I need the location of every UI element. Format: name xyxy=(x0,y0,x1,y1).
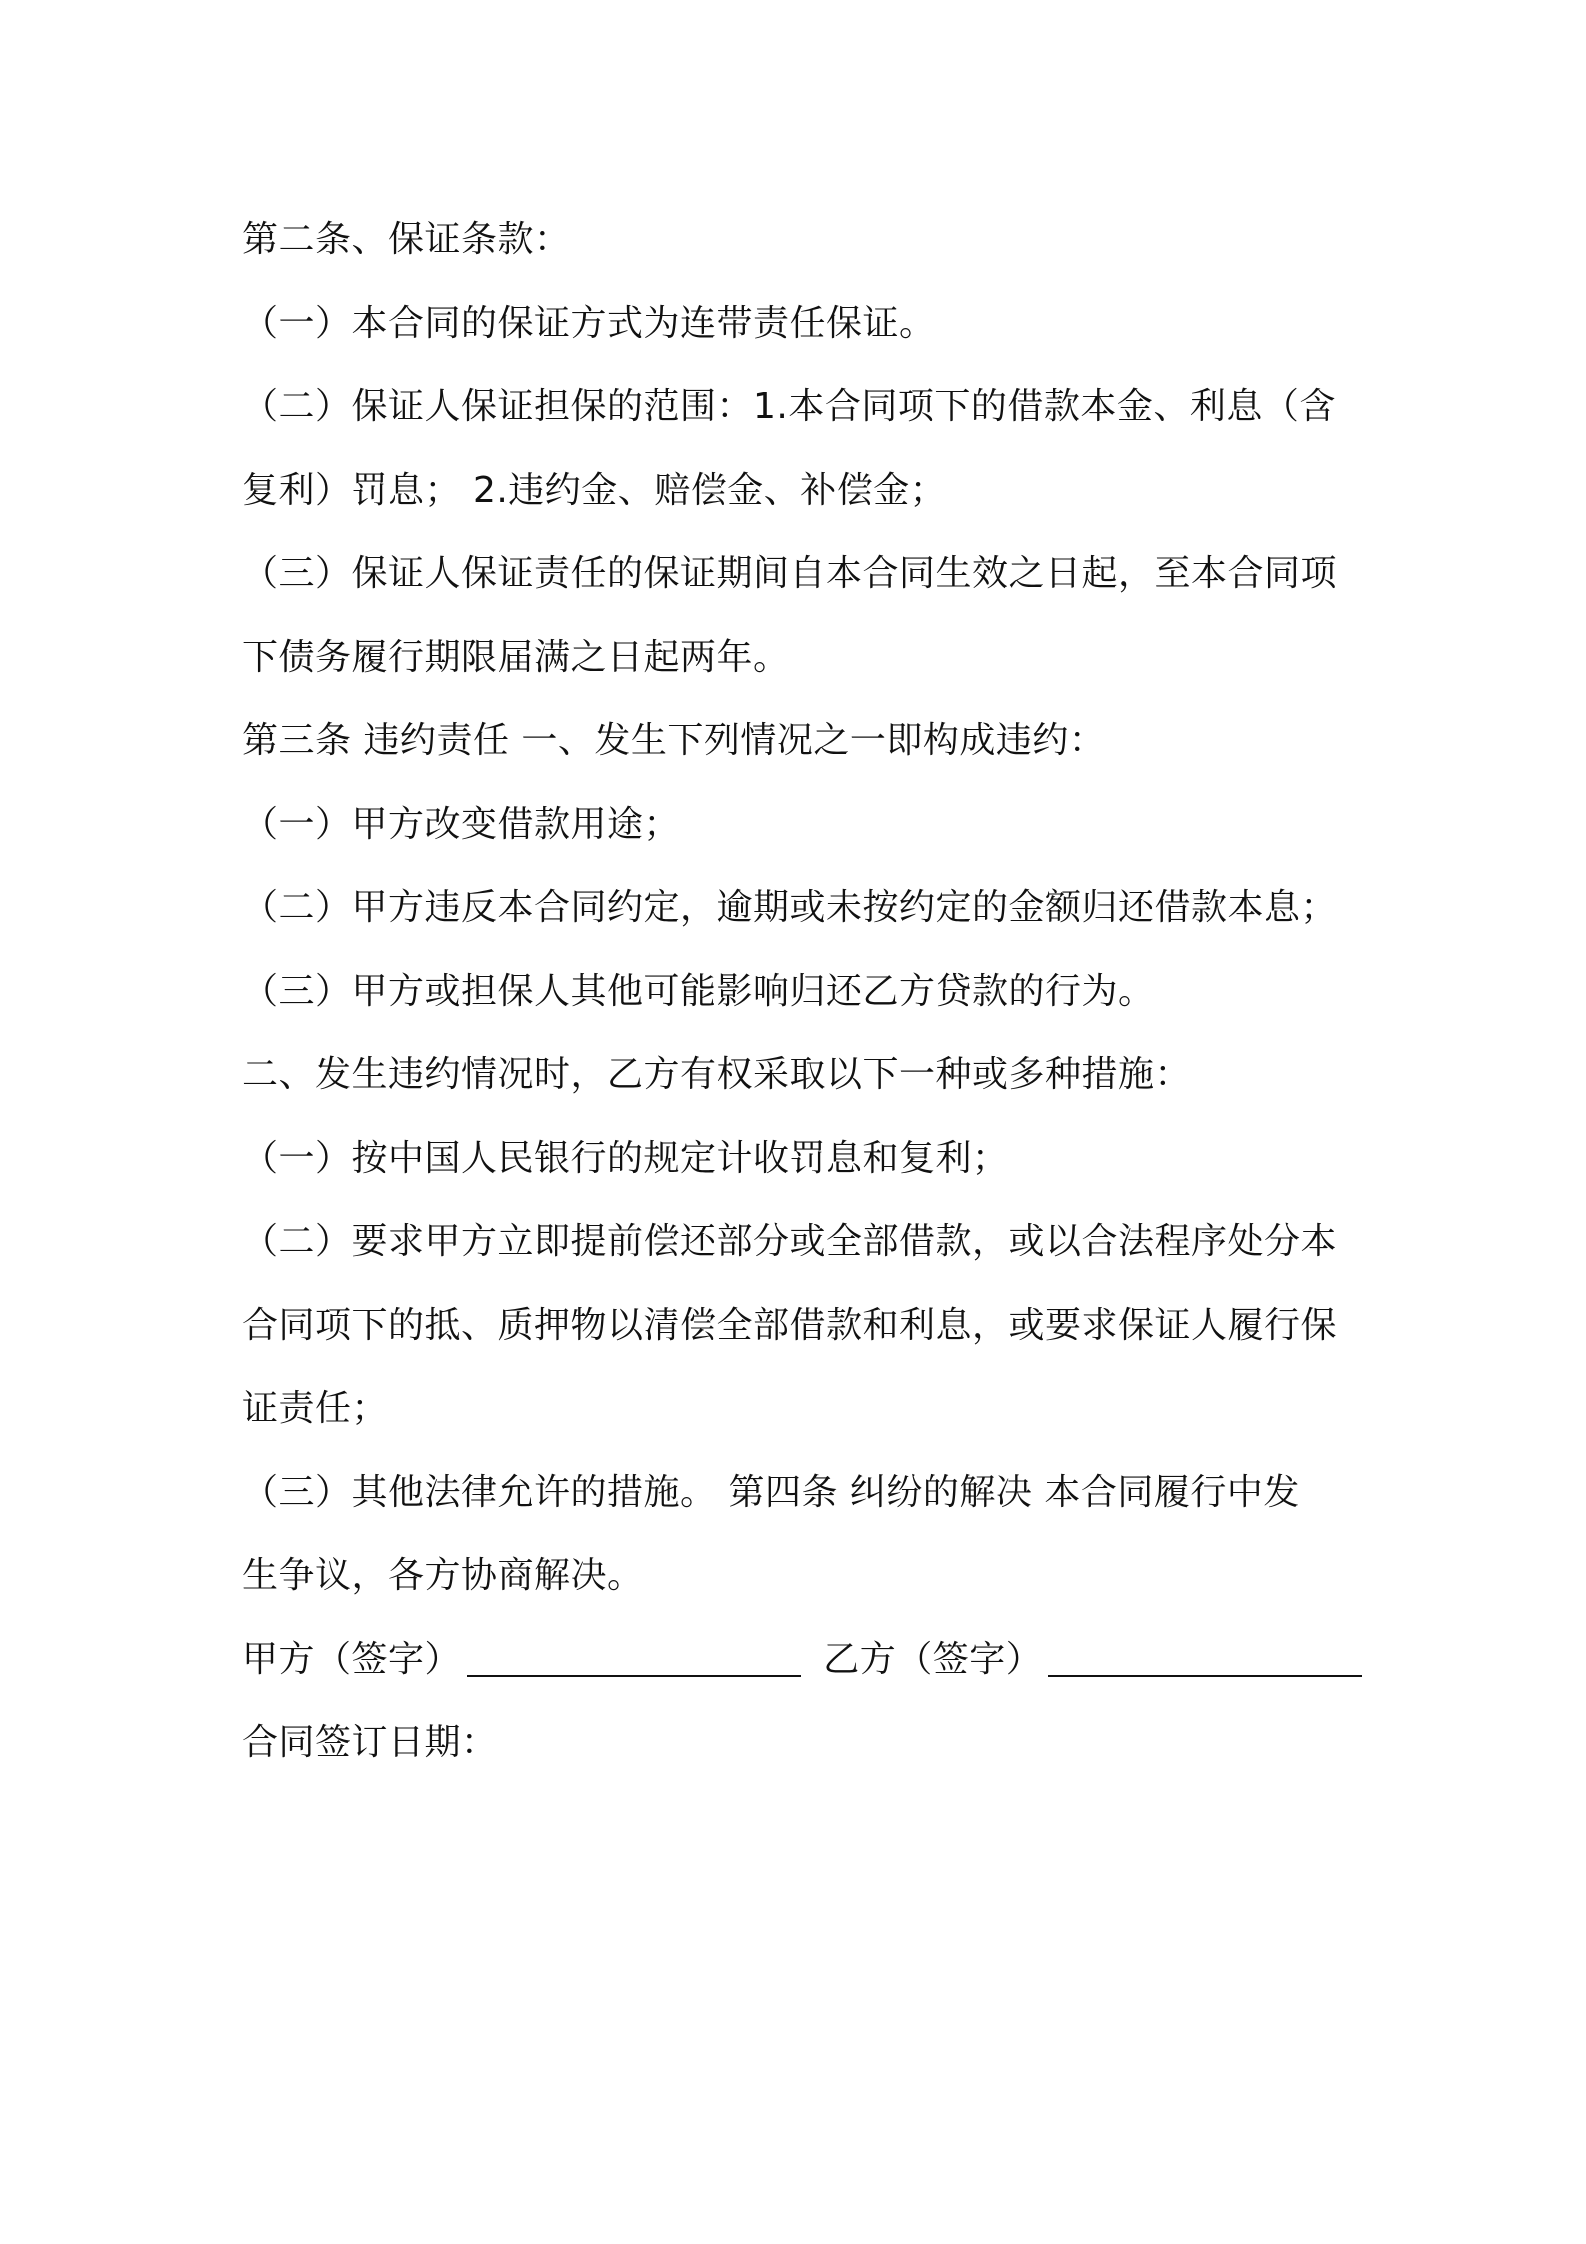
clause-3-3: （三）甲方或担保人其他可能影响归还乙方贷款的行为。 xyxy=(242,970,1155,1012)
clause-3-1: （一）甲方改变借款用途； xyxy=(242,803,681,845)
signature-row xyxy=(242,1618,1362,1702)
remedy-2-line-2: 合同项下的抵、质押物以清偿全部借款和利息，或要求保证人履行保 xyxy=(242,1304,1338,1346)
party-b-signature-label: 乙方（签字） xyxy=(823,1638,1043,1680)
article-3-heading: 第三条 违约责任 一、发生下列情况之一即构成违约： xyxy=(242,720,1106,761)
article-2-heading: 第二条、保证条款： xyxy=(242,219,571,260)
remedy-3-article-4-line-1: （三）其他法律允许的措施。 第四条 纠纷的解决 本合同履行中发 xyxy=(242,1471,1300,1513)
clause-3-2: （二）甲方违反本合同约定，逾期或未按约定的金额归还借款本息； xyxy=(242,887,1338,928)
clause-2-2-line-2: 复利）罚息； 2.违约金、赔偿金、补偿金； xyxy=(242,469,947,511)
remedy-2-line-3: 证责任； xyxy=(242,1388,389,1429)
remedy-1: （一）按中国人民银行的规定计收罚息和复利； xyxy=(242,1137,1009,1179)
remedies-heading: 二、发生违约情况时，乙方有权采取以下一种或多种措施： xyxy=(242,1054,1192,1095)
clause-2-3-line-2: 下债务履行期限届满之日起两年。 xyxy=(242,636,790,678)
party-b-signature-line[interactable] xyxy=(1048,1675,1362,1677)
contract-body xyxy=(242,198,1362,1785)
contract-date-label: 合同签订日期： xyxy=(242,1722,498,1763)
article-4-line-2: 生争议，各方协商解决。 xyxy=(242,1555,644,1596)
clause-2-3-line-1: （三）保证人保证责任的保证期间自本合同生效之日起，至本合同项 xyxy=(242,553,1338,594)
clause-2-1: （一）本合同的保证方式为连带责任保证。 xyxy=(242,302,936,344)
party-a-signature-label: 甲方（签字） xyxy=(242,1638,462,1680)
remedy-2-line-1: （二）要求甲方立即提前偿还部分或全部借款，或以合法程序处分本 xyxy=(242,1221,1338,1262)
party-a-signature-line[interactable] xyxy=(467,1675,801,1677)
clause-2-2-line-1: （二）保证人保证担保的范围：1.本合同项下的借款本金、利息（含 xyxy=(242,386,1336,427)
